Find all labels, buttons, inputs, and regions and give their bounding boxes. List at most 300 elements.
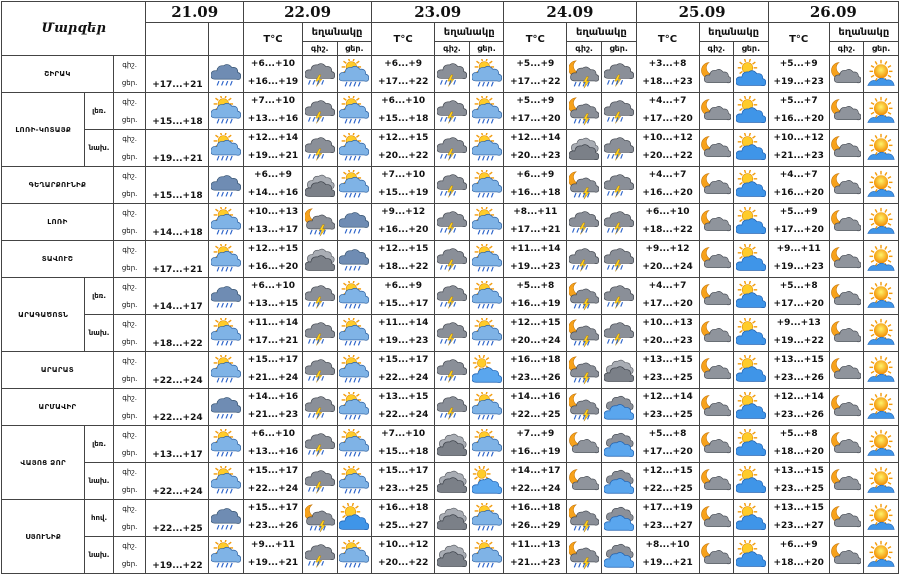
- moon-cloud-rain-icon: [567, 278, 602, 315]
- night-temp: +15...+17: [377, 355, 429, 365]
- sun-cloud-icon: [337, 500, 372, 537]
- region-name: ԼՈՌԻ-ԿՈՏԱՅՔ: [2, 93, 85, 167]
- weather-column-header: եղանակը: [302, 23, 371, 42]
- sun-cloud-rain-icon: [469, 130, 504, 167]
- day-temp: +19...+23: [773, 262, 824, 272]
- day-temp: +22...+25: [510, 410, 561, 420]
- sun-cloud-rain-icon: [337, 315, 372, 352]
- day-temp: +22...+24: [247, 484, 299, 494]
- night-temp: +10...+13: [642, 318, 693, 328]
- night-temp: +17...+19: [642, 503, 693, 513]
- temp-range-cell: [244, 315, 303, 352]
- night-temp: +10...+13: [247, 207, 299, 217]
- sun-cloud-rain-icon: [469, 93, 504, 130]
- sun-cloud-icon: [734, 130, 769, 167]
- moon-cloud-icon: [829, 463, 864, 500]
- cloud-rain-lightning-icon: [435, 130, 470, 167]
- sun-cloud-rain-icon: [337, 537, 372, 574]
- temp-range-cell: [372, 241, 435, 278]
- moon-cloud-icon: [699, 426, 734, 463]
- temp-range-cell: [636, 463, 699, 500]
- day-temp: +23...+25: [773, 484, 824, 494]
- day-temp: +13...+15: [247, 299, 299, 309]
- night-temp: +13...+15: [377, 392, 429, 402]
- date-header-26: 26.09: [768, 2, 898, 23]
- night-temp: +6...+9: [779, 540, 818, 550]
- day-label: ցեր.: [121, 190, 138, 198]
- weather-column-header: եղանակը: [699, 23, 768, 42]
- region-name: ԱՐԱԳԱԾՈՏՆ: [2, 278, 85, 352]
- cloud-dark-blue-icon: [601, 537, 636, 574]
- sun-cloud-icon: [734, 241, 769, 278]
- night-temp: +14...+16: [510, 392, 561, 402]
- temp-range-cell: [372, 56, 435, 93]
- cloud-rain-lightning-icon: [601, 241, 636, 278]
- night-temp: +12...+15: [247, 244, 299, 254]
- cloud-rain-lightning-icon: [302, 56, 337, 93]
- day-temp: +22...+24: [510, 484, 561, 494]
- temp-range-cell: [768, 389, 829, 426]
- night-subheader: գիշ.: [435, 42, 470, 56]
- night-temp: +13...+15: [773, 466, 824, 476]
- night-temp: +9...+12: [645, 244, 690, 254]
- temp-range-cell: [372, 167, 435, 204]
- temp-range-cell: [372, 315, 435, 352]
- temp-range-cell: [372, 352, 435, 389]
- cloud-rain-lightning-icon: [302, 93, 337, 130]
- moon-cloud-icon: [699, 56, 734, 93]
- cloud-rain-lightning-icon: [567, 241, 602, 278]
- night-temp: +5...+8: [779, 281, 818, 291]
- night-day-labels: [113, 93, 146, 130]
- moon-cloud-rain-icon: [567, 389, 602, 426]
- night-day-labels: [113, 278, 146, 315]
- night-temp: +6...+10: [250, 281, 296, 291]
- sun-icon: [864, 352, 899, 389]
- night-temp: +13...+15: [773, 355, 824, 365]
- temp-range-cell: [636, 278, 699, 315]
- sun-cloud-icon: [734, 500, 769, 537]
- sun-icon: [864, 389, 899, 426]
- night-day-labels: [113, 315, 146, 352]
- night-temp: +12...+14: [247, 133, 299, 143]
- cloud-dark-icon: [435, 463, 470, 500]
- blank-header: [146, 23, 209, 56]
- moon-cloud-icon: [829, 426, 864, 463]
- sun-cloud-icon: [734, 352, 769, 389]
- day-temp: +22...+24: [377, 410, 429, 420]
- cloud-dark-icon: [435, 500, 470, 537]
- night-temp: +9...+13: [776, 318, 821, 328]
- night-temp: +4...+7: [648, 170, 687, 180]
- cloud-rain-lightning-icon: [435, 241, 470, 278]
- sun-cloud-rain-icon: [209, 426, 244, 463]
- day-temp: +15...+18: [377, 114, 429, 124]
- night-temp: +9...+11: [776, 244, 821, 254]
- temp-range-cell: [768, 352, 829, 389]
- temp-21-09: +22...+24: [146, 352, 209, 389]
- night-temp: +4...+7: [648, 96, 687, 106]
- night-temp: +6...+10: [381, 96, 426, 106]
- day-label: ցեր.: [121, 153, 138, 161]
- night-label: գիշ.: [122, 542, 137, 550]
- day-temp: +21...+23: [247, 410, 299, 420]
- region-name: ՏԱՎՈՒՇ: [2, 241, 114, 278]
- day-temp: +17...+22: [510, 77, 561, 87]
- day-temp: +20...+24: [510, 336, 561, 346]
- sun-cloud-rain-icon: [469, 241, 504, 278]
- sun-cloud-rain-icon: [469, 500, 504, 537]
- date-header-24: 24.09: [504, 2, 636, 23]
- temp-range-cell: [504, 426, 567, 463]
- moon-cloud-icon: [829, 389, 864, 426]
- table-row: [2, 130, 899, 167]
- cloud-rain-lightning-icon: [601, 93, 636, 130]
- sun-icon: [864, 278, 899, 315]
- day-label: ցեր.: [121, 449, 138, 457]
- moon-cloud-icon: [829, 315, 864, 352]
- day-temp: +23...+27: [773, 521, 824, 531]
- cloud-rain-lightning-icon: [302, 389, 337, 426]
- day-subheader: ցեր.: [734, 42, 769, 56]
- cloud-rain-lightning-icon: [302, 130, 337, 167]
- sun-cloud-rain-icon: [337, 167, 372, 204]
- cloud-dark-icon: [302, 167, 337, 204]
- day-temp: +19...+21: [642, 558, 693, 568]
- sun-icon: [864, 241, 899, 278]
- sun-cloud-icon: [734, 204, 769, 241]
- day-temp: +16...+20: [773, 114, 824, 124]
- day-temp: +23...+25: [642, 410, 693, 420]
- day-temp: +23...+26: [773, 410, 824, 420]
- night-temp: +16...+18: [510, 503, 561, 513]
- weather-column-header: եղանակը: [435, 23, 504, 42]
- moon-cloud-icon: [699, 278, 734, 315]
- temp-range-cell: [636, 204, 699, 241]
- sun-cloud-rain-icon: [209, 130, 244, 167]
- night-temp: +12...+14: [510, 133, 561, 143]
- sun-icon: [864, 204, 899, 241]
- day-temp: +16...+20: [773, 188, 824, 198]
- sun-icon: [864, 167, 899, 204]
- day-temp: +23...+25: [377, 484, 429, 494]
- day-temp: +17...+20: [642, 299, 693, 309]
- temp-range-cell: [504, 204, 567, 241]
- sun-cloud-rain-icon: [469, 315, 504, 352]
- night-temp: +5...+9: [779, 207, 818, 217]
- night-day-labels: [113, 167, 146, 204]
- day-subheader: ցեր.: [601, 42, 636, 56]
- cloud-rain-lightning-icon: [601, 204, 636, 241]
- night-day-labels: [113, 537, 146, 574]
- night-temp: +15...+17: [247, 503, 299, 513]
- sun-cloud-rain-icon: [469, 204, 504, 241]
- day-label: ցեր.: [121, 79, 138, 87]
- temp-range-cell: [768, 463, 829, 500]
- cloud-rain-lightning-icon: [435, 204, 470, 241]
- sun-icon: [864, 463, 899, 500]
- day-label: ցեր.: [121, 227, 138, 235]
- sun-icon: [864, 93, 899, 130]
- day-temp: +25...+27: [377, 521, 429, 531]
- day-temp: +15...+19: [377, 188, 429, 198]
- temp-range-cell: [768, 315, 829, 352]
- table-row: [2, 389, 899, 426]
- temp-range-cell: [636, 315, 699, 352]
- temp-range-cell: [504, 352, 567, 389]
- sun-cloud-rain-icon: [209, 537, 244, 574]
- sun-icon: [864, 130, 899, 167]
- cloud-rain-icon: [209, 56, 244, 93]
- day-temp: +18...+22: [642, 225, 693, 235]
- day-label: ցեր.: [121, 116, 138, 124]
- cloud-rain-lightning-icon: [302, 315, 337, 352]
- temp-column-header: T°C: [504, 23, 567, 56]
- cloud-rain-icon: [337, 241, 372, 278]
- day-temp: +17...+22: [377, 77, 429, 87]
- cloud-rain-lightning-icon: [435, 352, 470, 389]
- weather-column-header: եղանակը: [567, 23, 636, 42]
- moon-cloud-icon: [567, 426, 602, 463]
- temp-range-cell: [372, 278, 435, 315]
- night-temp: +12...+15: [377, 133, 429, 143]
- temp-range-cell: [504, 56, 567, 93]
- day-temp: +16...+19: [510, 299, 561, 309]
- moon-cloud-rain-icon: [567, 93, 602, 130]
- day-temp: +16...+20: [377, 225, 429, 235]
- cloud-rain-lightning-icon: [302, 426, 337, 463]
- region-name: ԳԵՂԱՐՔՈՒՆԻՔ: [2, 167, 114, 204]
- temp-range-cell: [768, 204, 829, 241]
- temp-range-cell: [768, 500, 829, 537]
- temp-range-cell: [504, 537, 567, 574]
- day-temp: +21...+23: [510, 558, 561, 568]
- temp-range-cell: [244, 500, 303, 537]
- temp-21-09: +14...+18: [146, 204, 209, 241]
- temp-range-cell: [768, 167, 829, 204]
- night-temp: +6...+9: [254, 170, 292, 180]
- cloud-rain-lightning-icon: [601, 278, 636, 315]
- sun-cloud-rain-icon: [469, 537, 504, 574]
- temp-range-cell: [372, 426, 435, 463]
- temp-range-cell: [244, 241, 303, 278]
- sun-cloud-rain-icon: [209, 315, 244, 352]
- temp-21-09: +22...+25: [146, 500, 209, 537]
- sun-cloud-rain-icon: [337, 352, 372, 389]
- moon-cloud-icon: [829, 56, 864, 93]
- day-temp: +16...+19: [247, 77, 299, 87]
- sun-cloud-rain-icon: [209, 204, 244, 241]
- temp-range-cell: [636, 389, 699, 426]
- day-temp: +17...+20: [642, 114, 693, 124]
- day-temp: +14...+16: [247, 188, 299, 198]
- temp-range-cell: [768, 537, 829, 574]
- day-temp: +16...+20: [247, 262, 299, 272]
- temp-21-09: +15...+18: [146, 167, 209, 204]
- sun-cloud-rain-icon: [469, 389, 504, 426]
- sun-icon: [864, 500, 899, 537]
- temp-range-cell: [636, 352, 699, 389]
- temp-range-cell: [504, 389, 567, 426]
- day-temp: +17...+21: [510, 225, 561, 235]
- temp-range-cell: [504, 241, 567, 278]
- table-row: [2, 93, 899, 130]
- cloud-rain-lightning-icon: [601, 167, 636, 204]
- region-name: ԱՐՄԱՎԻՐ: [2, 389, 114, 426]
- night-day-labels: [113, 389, 146, 426]
- blank-header: [209, 23, 244, 56]
- day-label: ցեր.: [121, 375, 138, 383]
- night-temp: +15...+17: [247, 355, 299, 365]
- temp-range-cell: [504, 130, 567, 167]
- forecast-table: [1, 1, 899, 574]
- cloud-rain-lightning-icon: [435, 315, 470, 352]
- day-temp: +13...+16: [247, 114, 299, 124]
- night-temp: +5...+7: [779, 96, 818, 106]
- night-temp: +10...+12: [773, 133, 824, 143]
- night-day-labels: [113, 204, 146, 241]
- night-temp: +14...+17: [510, 466, 561, 476]
- temp-range-cell: [768, 241, 829, 278]
- day-temp: +26...+29: [510, 521, 561, 531]
- day-label: ցեր.: [121, 338, 138, 346]
- cloud-rain-lightning-icon: [601, 130, 636, 167]
- table-row: [2, 278, 899, 315]
- region-zone: նախ.: [85, 315, 113, 352]
- night-temp: +6...+9: [384, 59, 423, 69]
- temp-column-header: T°C: [372, 23, 435, 56]
- temp-range-cell: [244, 537, 303, 574]
- day-label: ցեր.: [121, 486, 138, 494]
- night-label: գիշ.: [122, 172, 137, 180]
- cloud-dark-icon: [435, 426, 470, 463]
- date-header-21: 21.09: [146, 2, 244, 23]
- day-temp: +23...+27: [642, 521, 693, 531]
- region-name: ՇԻՐԱԿ: [2, 56, 114, 93]
- table-row: [2, 352, 899, 389]
- sun-icon: [864, 537, 899, 574]
- night-temp: +3...+8: [648, 59, 687, 69]
- night-day-labels: [113, 56, 146, 93]
- cloud-rain-lightning-icon: [601, 315, 636, 352]
- temp-range-cell: [504, 315, 567, 352]
- night-temp: +16...+18: [377, 503, 429, 513]
- moon-cloud-icon: [829, 167, 864, 204]
- cloud-rain-lightning-icon: [435, 56, 470, 93]
- night-temp: +6...+10: [250, 59, 296, 69]
- moon-cloud-icon: [699, 537, 734, 574]
- day-label: ցեր.: [121, 264, 138, 272]
- cloud-rain-icon: [209, 167, 244, 204]
- sun-cloud-icon: [734, 315, 769, 352]
- night-temp: +12...+14: [642, 392, 693, 402]
- night-temp: +9...+11: [250, 540, 296, 550]
- night-temp: +6...+9: [384, 281, 423, 291]
- temp-21-09: +17...+21: [146, 56, 209, 93]
- temp-range-cell: [372, 463, 435, 500]
- region-zone: լեռ.: [85, 93, 113, 130]
- day-temp: +18...+23: [642, 77, 693, 87]
- day-temp: +16...+19: [510, 447, 561, 457]
- temp-range-cell: [636, 56, 699, 93]
- cloud-dark-icon: [435, 537, 470, 574]
- day-temp: +13...+17: [247, 225, 299, 235]
- table-row: [2, 500, 899, 537]
- cloud-rain-lightning-icon: [435, 93, 470, 130]
- moon-cloud-icon: [829, 352, 864, 389]
- day-temp: +17...+21: [247, 336, 299, 346]
- temp-21-09: +19...+22: [146, 537, 209, 574]
- table-row: [2, 426, 899, 463]
- temp-21-09: +18...+22: [146, 315, 209, 352]
- night-day-labels: [113, 352, 146, 389]
- temp-range-cell: [768, 130, 829, 167]
- temp-21-09: +15...+18: [146, 93, 209, 130]
- day-temp: +22...+25: [642, 484, 693, 494]
- day-temp: +22...+24: [377, 373, 429, 383]
- night-temp: +15...+17: [247, 466, 299, 476]
- table-row: [2, 315, 899, 352]
- night-temp: +7...+10: [381, 170, 426, 180]
- sun-cloud-blue-icon: [469, 463, 504, 500]
- temp-range-cell: [636, 93, 699, 130]
- moon-cloud-rain-icon: [567, 537, 602, 574]
- cloud-rain-lightning-icon: [567, 204, 602, 241]
- day-temp: +13...+16: [247, 447, 299, 457]
- night-temp: +5...+8: [516, 281, 555, 291]
- temp-range-cell: [244, 56, 303, 93]
- temp-range-cell: [504, 278, 567, 315]
- day-temp: +21...+23: [773, 151, 824, 161]
- sun-cloud-rain-icon: [469, 278, 504, 315]
- temp-range-cell: [768, 426, 829, 463]
- night-temp: +12...+15: [377, 244, 429, 254]
- night-subheader: գիշ.: [699, 42, 734, 56]
- day-temp: +16...+18: [510, 188, 561, 198]
- night-label: գիշ.: [122, 357, 137, 365]
- table-row: [2, 167, 899, 204]
- date-header-23: 23.09: [372, 2, 504, 23]
- moon-cloud-icon: [699, 500, 734, 537]
- night-temp: +7...+9: [516, 429, 555, 439]
- night-temp: +11...+14: [510, 244, 561, 254]
- night-temp: +5...+9: [516, 59, 555, 69]
- temp-range-cell: [504, 167, 567, 204]
- day-temp: +16...+20: [642, 188, 693, 198]
- temp-range-cell: [636, 426, 699, 463]
- sun-cloud-rain-icon: [469, 56, 504, 93]
- day-temp: +17...+20: [773, 299, 824, 309]
- temp-21-09: +19...+21: [146, 130, 209, 167]
- sun-cloud-icon: [734, 93, 769, 130]
- night-temp: +9...+12: [381, 207, 426, 217]
- temp-21-09: +13...+17: [146, 426, 209, 463]
- day-temp: +20...+22: [377, 558, 429, 568]
- temp-range-cell: [244, 389, 303, 426]
- night-label: գիշ.: [122, 320, 137, 328]
- night-label: գիշ.: [122, 135, 137, 143]
- night-temp: +8...+10: [645, 540, 690, 550]
- temp-range-cell: [244, 167, 303, 204]
- sun-cloud-rain-icon: [337, 426, 372, 463]
- temp-range-cell: [244, 463, 303, 500]
- day-temp: +18...+22: [377, 262, 429, 272]
- sun-cloud-rain-icon: [469, 426, 504, 463]
- day-temp: +17...+20: [773, 225, 824, 235]
- moon-cloud-icon: [829, 241, 864, 278]
- table-row: [2, 463, 899, 500]
- night-temp: +4...+7: [648, 281, 687, 291]
